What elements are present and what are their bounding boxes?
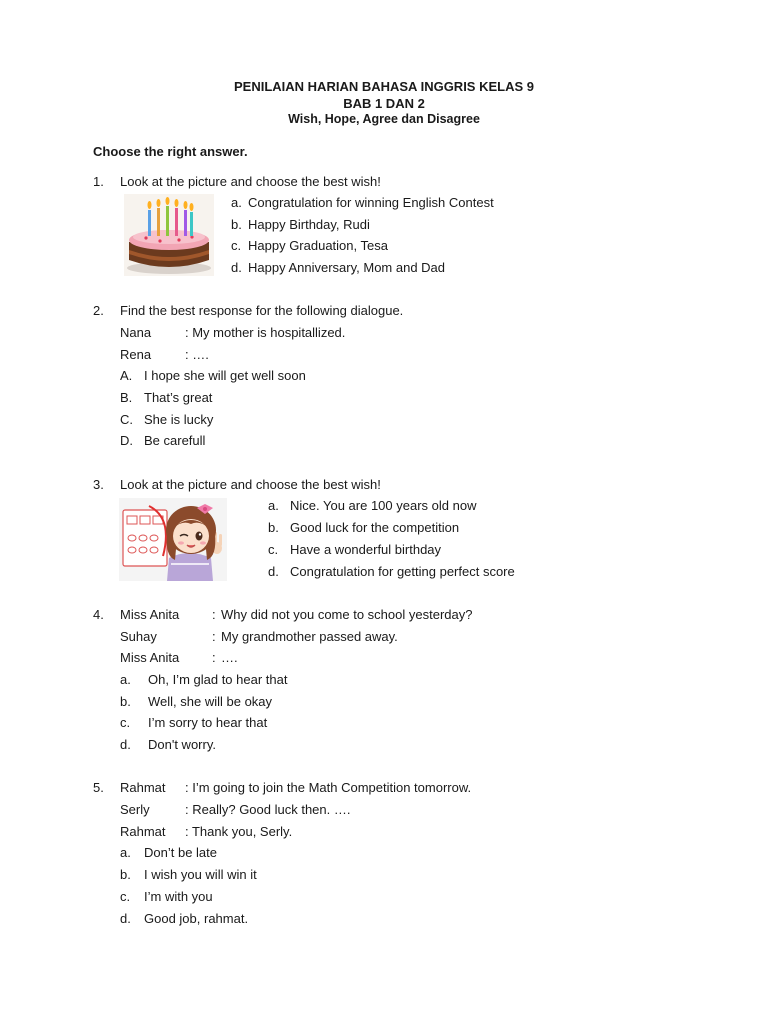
option-letter: d. [120,911,131,926]
document-subtitle: BAB 1 DAN 2 [343,96,425,111]
option-text: Don't worry. [148,737,216,752]
document-topics: Wish, Hope, Agree dan Disagree [288,112,480,126]
dialogue-speaker: Miss Anita [120,607,180,622]
option-letter: c. [231,238,242,253]
dialogue-line: Why did not you come to school yesterday? [221,607,473,622]
option-text: Happy Birthday, Rudi [248,217,370,232]
option-text: I’m sorry to hear that [148,715,268,730]
option-letter: b. [231,217,242,232]
option-text: Good luck for the competition [290,520,460,535]
dialogue-colon: : [212,650,216,665]
option-text: Good job, rahmat. [144,911,249,926]
option-text: She is lucky [144,412,214,427]
girl-with-score-paper-icon [119,498,227,581]
question-number: 1. [93,174,104,189]
option-text: Happy Anniversary, Mom and Dad [248,260,446,275]
dialogue-speaker: Serly [120,802,150,817]
dialogue-line: : I’m going to join the Math Competition tomorrow. [185,780,472,795]
option-text: Be carefull [144,433,206,448]
option-letter: B. [120,390,133,405]
dialogue-speaker: Suhay [120,629,157,644]
option-text: I wish you will win it [144,867,257,882]
dialogue-line: : Thank you, Serly. [185,824,293,839]
question-prompt: Look at the picture and choose the best wish! [120,477,381,492]
dialogue-line: : My mother is hospitallized. [185,325,346,340]
option-text: I hope she will get well soon [144,368,306,383]
option-letter: d. [120,737,131,752]
option-letter: a. [231,195,242,210]
dialogue-speaker: Nana [120,325,152,340]
dialogue-speaker: Miss Anita [120,650,180,665]
option-letter: A. [120,368,133,383]
option-text: Don’t be late [144,845,217,860]
document-title: PENILAIAN HARIAN BAHASA INGGRIS KELAS 9 [234,79,534,94]
dialogue-colon: : [212,629,216,644]
question-number: 5. [93,780,104,795]
option-letter: a. [120,845,131,860]
question-prompt: Find the best response for the following dialogue. [120,303,404,318]
dialogue-line: : Really? Good luck then. …. [185,802,351,817]
option-letter: c. [120,889,131,904]
dialogue-colon: : [212,607,216,622]
question-prompt: Look at the picture and choose the best wish! [120,174,381,189]
question-number: 4. [93,607,104,622]
dialogue-line: My grandmother passed away. [221,629,398,644]
dialogue-speaker: Rahmat [120,780,166,795]
option-text: Congratulation for winning English Contest [248,195,494,210]
question-number: 3. [93,477,104,492]
option-text: That’s great [144,390,213,405]
option-text: Happy Graduation, Tesa [248,238,388,253]
option-letter: b. [268,520,279,535]
option-letter: C. [120,412,133,427]
option-letter: b. [120,694,131,709]
option-letter: d. [231,260,242,275]
option-text: Oh, I’m glad to hear that [148,672,288,687]
option-text: I’m with you [144,889,213,904]
dialogue-line: : …. [185,347,209,362]
option-letter: c. [120,715,131,730]
instruction: Choose the right answer. [93,144,248,159]
dialogue-speaker: Rahmat [120,824,166,839]
option-letter: D. [120,433,133,448]
question-number: 2. [93,303,104,318]
option-text: Nice. You are 100 years old now [290,498,477,513]
option-text: Well, she will be okay [148,694,273,709]
option-letter: b. [120,867,131,882]
dialogue-line: …. [221,650,238,665]
option-text: Congratulation for getting perfect score [290,564,515,579]
option-letter: a. [268,498,279,513]
option-text: Have a wonderful birthday [290,542,442,557]
option-letter: c. [268,542,279,557]
birthday-cake-icon [124,194,214,276]
option-letter: a. [120,672,131,687]
option-letter: d. [268,564,279,579]
dialogue-speaker: Rena [120,347,152,362]
